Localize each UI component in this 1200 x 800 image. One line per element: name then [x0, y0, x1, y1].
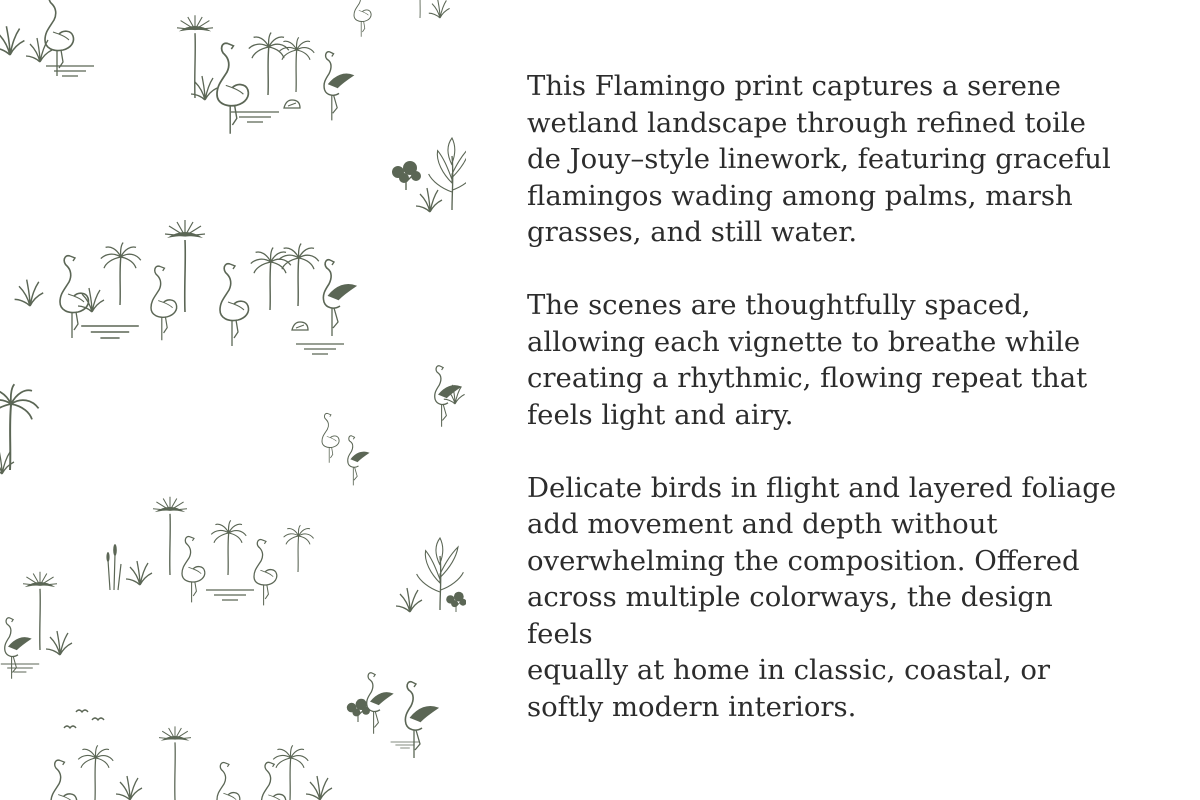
toile-motifs: [0, 0, 466, 800]
palm-tree-motif: [211, 520, 246, 575]
flamingo-motif: [45, 0, 74, 76]
palm-tree-motif: [251, 248, 291, 310]
pattern-illustration: [0, 0, 466, 800]
flamingo-motif: [354, 0, 371, 37]
palm-tree-motif: [249, 33, 289, 95]
water-ripple-motif: [391, 742, 420, 748]
umbrella-palm-motif: [165, 220, 205, 312]
flowering-shrub-motif: [392, 161, 421, 190]
flowering-shrub-motif: [446, 592, 466, 612]
umbrella-palm-motif: [153, 497, 187, 575]
marsh-grass-motif: [46, 631, 72, 655]
water-ripple-motif: [81, 326, 139, 338]
flamingo-motif: [182, 537, 205, 603]
palm-tree-motif: [0, 384, 39, 470]
water-ripple-motif: [1, 664, 39, 672]
bird-in-flight-motif: [64, 726, 76, 728]
water-ripple-motif: [231, 112, 279, 122]
rock-motif: [292, 322, 308, 330]
reeds-motif: [106, 544, 121, 590]
palm-tree-motif: [101, 243, 141, 305]
rock-motif: [284, 100, 300, 108]
marsh-grass-motif: [116, 776, 142, 800]
flamingo-motif: [323, 260, 356, 336]
flamingo-motif: [254, 540, 277, 606]
flamingo-motif: [405, 682, 438, 758]
palm-tree-motif: [273, 745, 308, 800]
banana-leaves-motif: [429, 138, 466, 210]
description-paragraph-1: This Flamingo print captures a serene wetland landscape through refined toile de Jouy–style linework, featuring graceful flamingos wading among palms, marsh grasses, and still water.: [527, 70, 1111, 248]
umbrella-palm-motif: [177, 15, 213, 98]
palm-tree-motif: [284, 525, 314, 572]
bird-in-flight-motif: [76, 710, 88, 712]
water-ripple-motif: [46, 66, 94, 76]
description-paragraph-3: Delicate birds in flight and layered foliage add movement and depth without overwhelming the composition. Offered across multiple colorways, the design feels equally at home in classic, coastal, or softly modern interiors.: [527, 471, 1117, 723]
marsh-grass-motif: [416, 188, 442, 212]
flamingo-motif: [220, 264, 249, 346]
flamingo-motif: [322, 413, 339, 462]
flamingo-motif: [5, 618, 31, 679]
marsh-grass-motif: [0, 26, 24, 55]
flamingo-motif: [262, 762, 286, 800]
flamingo-motif: [348, 436, 369, 486]
flamingo-motif: [217, 43, 248, 134]
flamingo-motif: [324, 52, 353, 121]
marsh-grass-motif: [15, 280, 44, 306]
marsh-grass-motif: [0, 450, 14, 474]
product-description: [527, 68, 1127, 762]
palm-tree-motif: [408, 0, 433, 18]
description-paragraph-2: The scenes are thoughtfully spaced, allowing each vignette to breathe while creating a rhythmic, flowing repeat that feels light and airy.: [527, 289, 1088, 431]
flamingo-motif: [151, 266, 177, 340]
marsh-grass-motif: [396, 588, 422, 612]
water-ripple-motif: [206, 590, 254, 600]
marsh-grass-motif: [429, 0, 450, 18]
flamingo-motif: [51, 760, 77, 800]
flamingo-toile-pattern: [0, 0, 466, 800]
marsh-grass-motif: [126, 561, 152, 585]
flamingo-motif: [217, 763, 240, 800]
palm-tree-motif: [78, 745, 113, 800]
water-ripple-motif: [296, 344, 344, 354]
marsh-grass-motif: [26, 38, 52, 62]
bird-in-flight-motif: [92, 718, 104, 720]
marsh-grass-motif: [306, 776, 332, 800]
palm-tree-motif: [279, 244, 319, 306]
umbrella-palm-motif: [159, 726, 191, 800]
flamingo-motif: [367, 673, 393, 734]
